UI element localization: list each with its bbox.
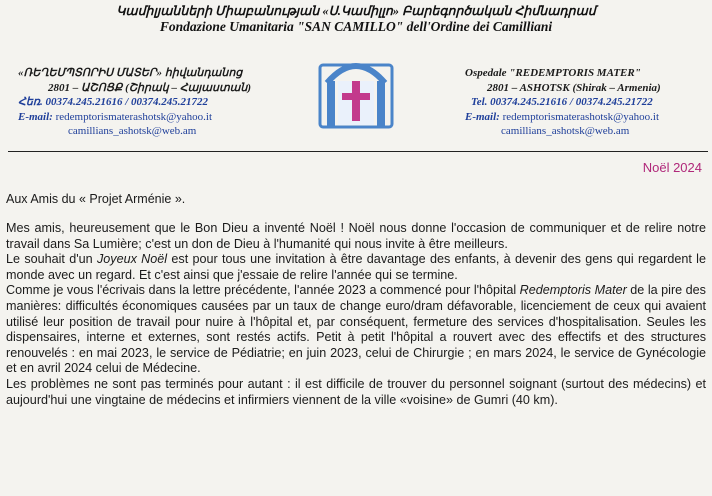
left-email-1[interactable]: redemptorismaterashotsk@yahoo.it <box>55 110 213 123</box>
left-address-block <box>18 66 298 139</box>
paragraph-2-emphasis: Joyeux Noël <box>96 252 168 267</box>
letter-body <box>6 221 706 408</box>
right-hospital-phone: Tel. 00374.245.21616 / 00374.245.21722 <box>471 96 653 108</box>
right-email-label: E-mail: <box>465 110 500 123</box>
paragraph-3-end: de la pire des manières: difficultés économiques causées par un taux de change euro/dram défavorable, licenciement de ceux qui avaient utilisé leur position de travail pour nuire à l'hôpital et, par conséquent, fermeture des services d'hospitalisation. Seules les dispensaires, interne et externes, sont restés actifs. Petit à petit l'hôpital a rouvert avec des effectifs et des structures renouvelés : en mai 2023, le service de Pédiatrie; en juin 2023, celui de Chirurgie ; en mars 2024, le service de Gynécologie et en avril 2024 celui de Médecine. <box>6 283 706 376</box>
paragraph-3-emphasis: Redemptoris Mater <box>519 283 627 298</box>
paragraph-2-start: Le souhait d'un <box>6 252 97 267</box>
letter-greeting: Aux Amis du « Projet Arménie ». <box>6 192 186 206</box>
letter-title: Noël 2024 <box>642 160 702 175</box>
left-hospital-name: «ՌԵՂԵՄՊՏՈՐԻՍ ՄԱՏԵՐ» հիվանդանոց <box>18 67 243 79</box>
left-hospital-phone: Հեռ. 00374.245.21616 / 00374.245.21722 <box>18 96 209 108</box>
armenian-foundation-title: Կամիլյանների Միաբանության «Ս.Կամիլլո» Բարեգործական Հիմնադրամ <box>116 4 596 18</box>
paragraph-1: Mes amis, heureusement que le Bon Dieu a inventé Noël ! Noël nous donne l'occasion de communiquer et de relire notre travail dans Sa Lumière; c'est un don de Dieu à l'humanité qui nous invite à être meilleurs. <box>6 221 706 251</box>
right-hospital-city: 2801 – ASHOTSK (Shirak – Armenia) <box>487 81 661 94</box>
header-divider <box>8 151 708 152</box>
paragraph-3 <box>6 283 706 377</box>
camillian-cross-logo <box>312 51 400 131</box>
paragraph-2-end: est pour tous une invitation à être davantage des enfants, à devenir des gens qui regardent le monde avec un regard. Et c'est ainsi que j'essaie de relire l'année qui se termine. <box>6 252 706 282</box>
paragraph-2 <box>6 252 706 283</box>
right-email-1[interactable]: redemptorismaterashotsk@yahoo.it <box>502 110 660 123</box>
right-email-2[interactable]: camillians_ashotsk@web.am <box>501 125 630 137</box>
left-email-line <box>18 110 298 125</box>
left-email-label: E-mail: <box>18 110 53 123</box>
italian-foundation-title: Fondazione Umanitaria "SAN CAMILLO" dell'Ordine dei Camilliani <box>159 19 553 34</box>
right-hospital-name: Ospedale "REDEMPTORIS MATER" <box>465 67 641 79</box>
left-email-2[interactable]: camillians_ashotsk@web.am <box>68 125 197 137</box>
right-address-block <box>465 66 710 139</box>
left-hospital-city: 2801 – ԱՇՈՑՔ (Շիրակ – Հայաստան) <box>48 81 252 94</box>
paragraph-3-start: Comme je vous l'écrivais dans la lettre précédente, l'année 2023 a commencé pour l'hôpital <box>6 283 520 298</box>
right-email-line <box>465 110 710 125</box>
paragraph-4: Les problèmes ne sont pas terminés pour autant : il est difficile de trouver du personnel soignant (surtout des médecins) et aujourd'hui une vingtaine de médecins et infirmiers viennent de la ville «voisine» de Gumri (40 km). <box>6 376 706 407</box>
